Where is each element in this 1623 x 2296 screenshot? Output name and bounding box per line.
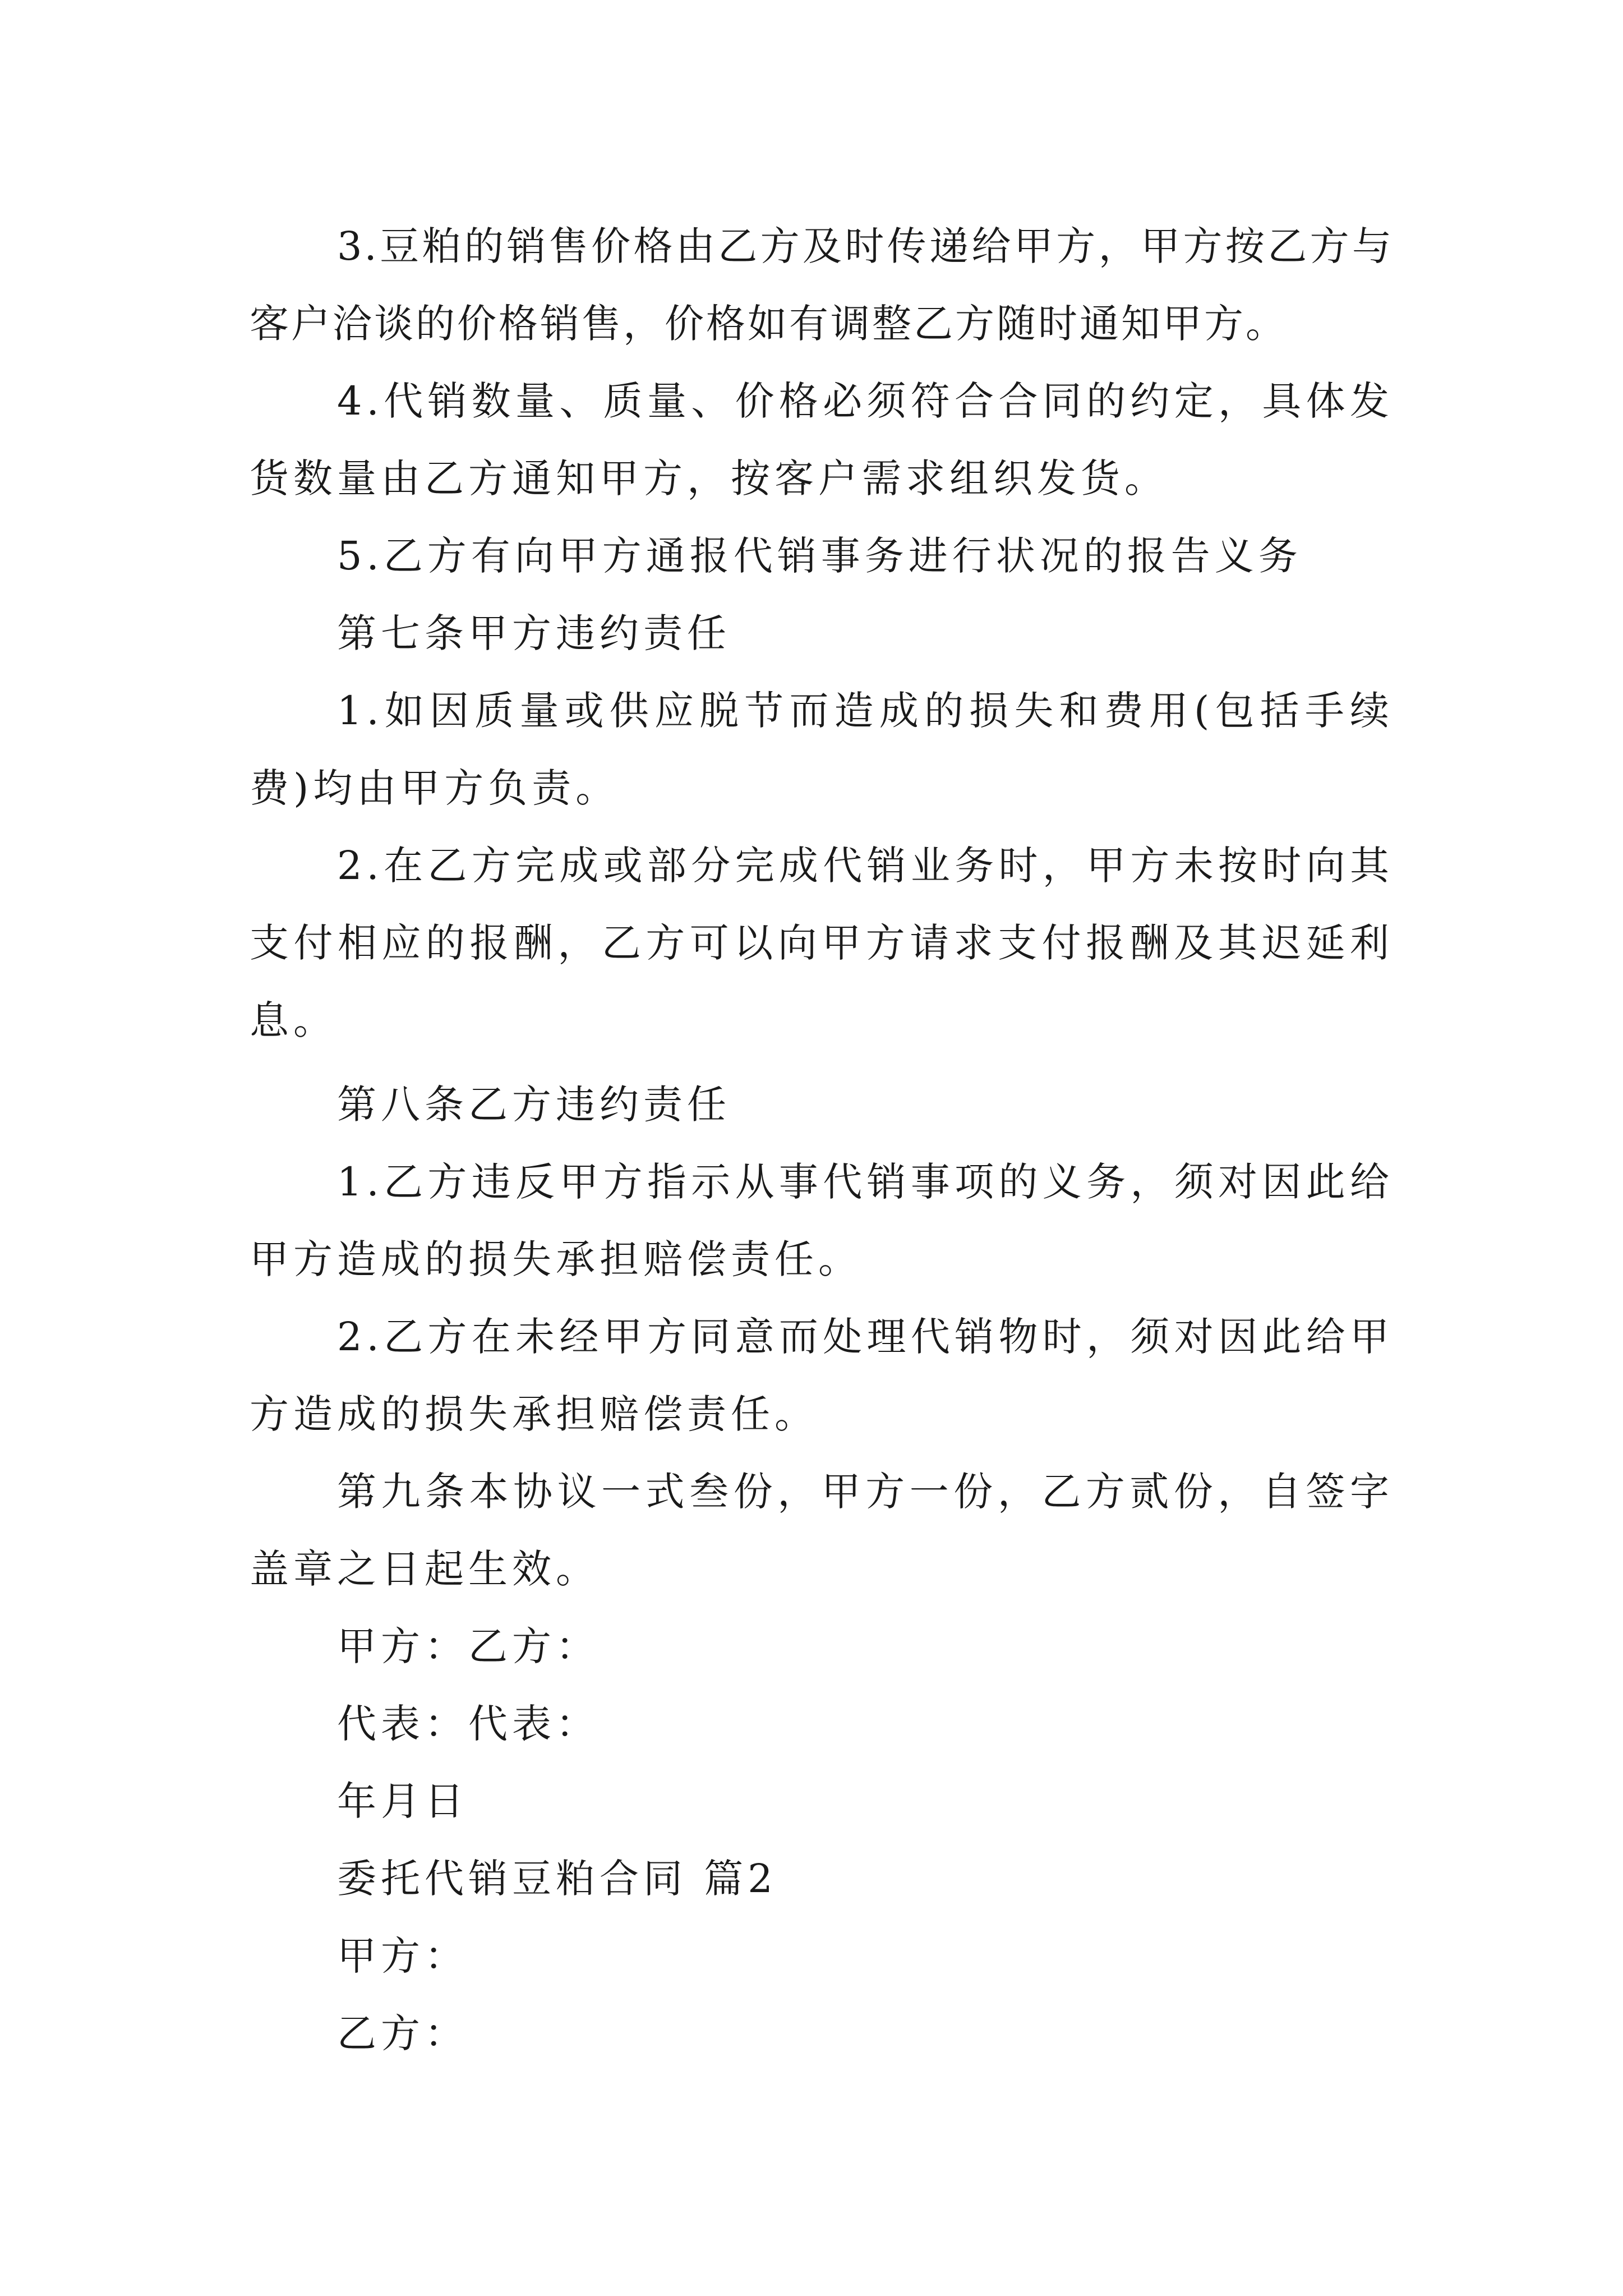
heading-article-7: 第七条甲方违约责任 xyxy=(337,610,731,656)
paragraph-article-7-item-1: 1.如因质量或供应脱节而造成的损失和费用(包括手续费)均由甲方负责。 xyxy=(250,688,1394,811)
paragraph-quantity-clause: 4.代销数量、质量、价格必须符合合同的约定，具体发货数量由乙方通知甲方，按客户需求组织发货。 xyxy=(250,378,1394,501)
document-body xyxy=(250,208,1394,2072)
paragraph-article-7-item-2: 2.在乙方完成或部分完成代销业务时，甲方未按时向其支付相应的报酬，乙方可以向甲方请求支付报酬及其迟延利息。 xyxy=(250,843,1394,1043)
paragraph-article-8-item-2: 2.乙方在未经甲方同意而处理代销物时，须对因此给甲方造成的损失承担赔偿责任。 xyxy=(250,1314,1394,1437)
paragraph-price-clause: 3.豆粕的销售价格由乙方及时传递给甲方，甲方按乙方与客户洽谈的价格销售，价格如有调整乙方随时通知甲方。 xyxy=(250,223,1394,347)
signature-representative-line: 代表：代表： xyxy=(337,1701,600,1747)
paragraph-article-8-item-1: 1.乙方违反甲方指示从事代销事项的义务，须对因此给甲方造成的损失承担赔偿责任。 xyxy=(250,1159,1394,1282)
party-b-label: 乙方： xyxy=(337,2010,468,2056)
heading-article-8: 第八条乙方违约责任 xyxy=(337,1082,731,1128)
contract-title-part-2: 委托代销豆粕合同 篇2 xyxy=(337,1856,777,1902)
paragraph-article-9: 第九条本协议一式叁份，甲方一份，乙方贰份，自签字盖章之日起生效。 xyxy=(250,1469,1394,1592)
signature-date-line: 年月日 xyxy=(337,1778,468,1824)
paragraph-report-duty: 5.乙方有向甲方通报代销事务进行状况的报告义务 xyxy=(337,533,1302,579)
party-a-label: 甲方： xyxy=(337,1933,468,1979)
signature-party-line: 甲方：乙方： xyxy=(337,1623,600,1669)
